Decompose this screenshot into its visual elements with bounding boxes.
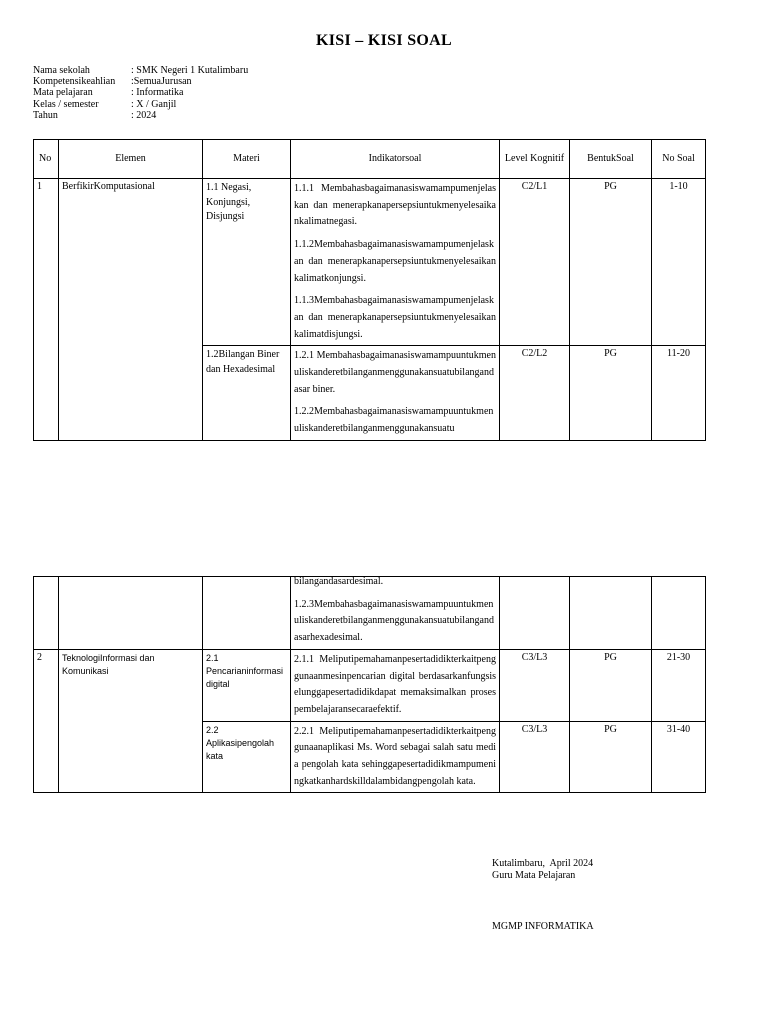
table-row bbox=[34, 179, 706, 346]
cell-nosoal: 1-10 bbox=[652, 179, 706, 346]
cell-no bbox=[34, 577, 59, 650]
cell-no: 2 bbox=[34, 649, 59, 793]
cell-no: 1 bbox=[34, 179, 59, 441]
cell-elemen bbox=[59, 577, 203, 650]
cell-indikator bbox=[291, 649, 500, 721]
cell-indikator bbox=[291, 577, 500, 650]
info-value: : X / Ganjil bbox=[131, 98, 177, 110]
info-label: Mata pelajaran bbox=[33, 87, 93, 99]
info-label: Kelas / semester bbox=[33, 98, 99, 110]
info-row-school bbox=[33, 65, 248, 76]
indikator-item: 2.1.1 Meliputipemahamanpesertadidikterkaitpenggunaanmesinpencarian digital berdasarkanfungsiselunggapesertadidikdapat memaksimalkan proses pembelajaransecaraefektif. bbox=[294, 653, 496, 715]
cell-indikator bbox=[291, 721, 500, 793]
table-row bbox=[34, 577, 706, 650]
info-value: :SemuaJurusan bbox=[131, 76, 192, 88]
header-elemen: Elemen bbox=[59, 140, 203, 179]
cell-nosoal: 31-40 bbox=[652, 721, 706, 793]
info-value: : SMK Negeri 1 Kutalimbaru bbox=[131, 65, 249, 76]
signature-role: Guru Mata Pelajaran bbox=[492, 869, 576, 881]
header-nosoal: No Soal bbox=[652, 140, 706, 179]
kisi-table-page-2 bbox=[33, 576, 706, 793]
cell-level: C3/L3 bbox=[500, 721, 570, 793]
indikator-item: 1.1.1 Membahasbagaimanasiswamampumenjelaskan dan menerapkanapersepsiuntukmenyelesaikankalimatnegasi. bbox=[294, 183, 496, 228]
cell-level bbox=[500, 577, 570, 650]
header-bentuk: BentukSoal bbox=[570, 140, 652, 179]
signature-name: MGMP INFORMATIKA bbox=[492, 921, 594, 932]
indikator-item: 1.1.2Membahasbagaimanasiswamampumenjelaskan dan menerapkanapersepsiuntukmenyelesaikankalimatkonjungsi. bbox=[294, 239, 496, 284]
cell-materi: 2.1 Pencarianinformasi digital bbox=[203, 649, 291, 721]
cell-bentuk: PG bbox=[570, 179, 652, 346]
cell-nosoal: 21-30 bbox=[652, 649, 706, 721]
cell-indikator bbox=[291, 179, 500, 346]
cell-nosoal bbox=[652, 577, 706, 650]
info-label: Nama sekolah bbox=[33, 65, 90, 76]
indikator-item: 1.2.2Membahasbagaimanasiswamampuuntukmenuliskanderetbilanganmenggunakansuatu bbox=[294, 406, 494, 435]
table-header-row bbox=[34, 140, 706, 179]
cell-level: C2/L2 bbox=[500, 346, 570, 441]
signature-place-date: Kutalimbaru, April 2024 bbox=[492, 858, 594, 869]
cell-indikator bbox=[291, 346, 500, 441]
header-materi: Materi bbox=[203, 140, 291, 179]
cell-materi: 1.1 Negasi, Konjungsi, Disjungsi bbox=[203, 179, 291, 346]
page-title: KISI – KISI SOAL bbox=[316, 32, 452, 49]
cell-bentuk: PG bbox=[570, 649, 652, 721]
header-indikator: Indikatorsoal bbox=[291, 140, 500, 179]
indikator-item: 1.2.1 Membahasbagaimanasiswamampuuntukmenuliskanderetbilanganmenggunakansuatubilangandasar biner. bbox=[294, 350, 496, 395]
info-label: Tahun bbox=[33, 109, 58, 121]
info-row-competency bbox=[33, 76, 248, 87]
cell-elemen: BerfikirKomputasional bbox=[59, 179, 203, 441]
cell-level: C3/L3 bbox=[500, 649, 570, 721]
cell-nosoal: 11-20 bbox=[652, 346, 706, 441]
kisi-table-page-1 bbox=[33, 139, 706, 441]
cell-bentuk bbox=[570, 577, 652, 650]
signature-block bbox=[492, 858, 593, 881]
indikator-item: 1.2.3Membahasbagaimanasiswamampuuntukmenuliskanderetbilanganmenggunakansuatubilangandasarhexadesimal. bbox=[294, 598, 494, 644]
cell-materi: 1.2Bilangan Biner dan Hexadesimal bbox=[203, 346, 291, 441]
header-no: No bbox=[34, 140, 59, 179]
cell-level: C2/L1 bbox=[500, 179, 570, 346]
cell-materi bbox=[203, 577, 291, 650]
info-value: : 2024 bbox=[131, 109, 157, 121]
indikator-item: 1.1.3Membahasbagaimanasiswamampumenjelaskan dan menerapkanapersepsiuntukmenyelesaikankalimatdisjungsi. bbox=[294, 295, 496, 340]
info-label: Kompetensikeahlian bbox=[33, 76, 116, 88]
indikator-item: 2.2.1 Meliputipemahamanpesertadidikterkaitpenggunaanaplikasi Ms. Word sebagai salah satu media pengolah kata sehinggapesertadidikmampumeningkatkanhardskilldalambidangpengolah kata. bbox=[294, 725, 496, 787]
indikator-item: bilangandasardesimal. bbox=[294, 576, 384, 587]
cell-materi: 2.2 Aplikasipengolah kata bbox=[203, 721, 291, 793]
document-info bbox=[33, 65, 248, 121]
info-value: : Informatika bbox=[131, 87, 184, 99]
cell-elemen: TeknologiInformasi dan Komunikasi bbox=[59, 649, 203, 793]
table-row bbox=[34, 649, 706, 721]
info-row-year bbox=[33, 110, 248, 121]
header-level: Level Kognitif bbox=[500, 140, 570, 179]
info-row-subject bbox=[33, 87, 248, 98]
info-row-class bbox=[33, 99, 248, 110]
cell-bentuk: PG bbox=[570, 346, 652, 441]
cell-bentuk: PG bbox=[570, 721, 652, 793]
